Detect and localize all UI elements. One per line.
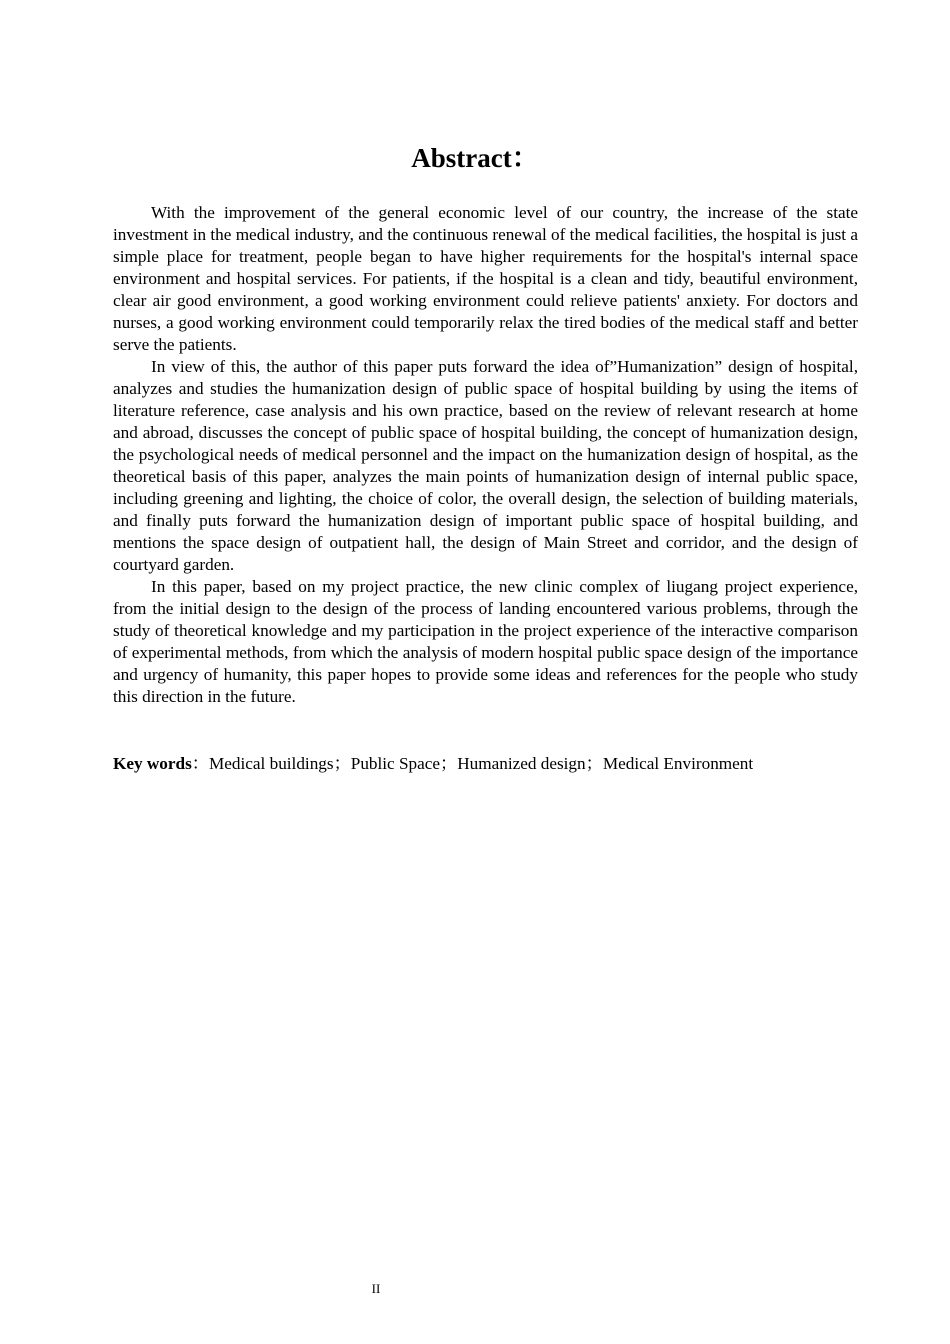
abstract-paragraph-2: In view of this, the author of this paper puts forward the idea of”Humanization” design of hospital, analyzes and studies the humanization design of public space of hospital building by using the items of literature reference, case analysis and his own practice, based on the review of relevant research at home and abroad, discusses the concept of public space of hospital building, the concept of humanization design, the psychological needs of medical personnel and the impact on the humanization design of hospital, as the theoretical basis of this paper, analyzes the main points of humanization design of internal public space, including greening and lighting, the choice of color, the overall design, the selection of building materials, and finally puts forward the humanization design of important public space of hospital building, and mentions the space design of outpatient hall, the design of Main Street and corridor, and the design of courtyard garden.	[113, 357, 858, 574]
abstract-body	[113, 202, 858, 708]
abstract-title: Abstract：	[411, 143, 539, 173]
keyword-item: Medical Environment	[602, 754, 754, 773]
keywords-label: Key words	[113, 754, 192, 773]
keyword-item: Humanized design；	[457, 754, 603, 773]
abstract-paragraph-1: With the improvement of the general economic level of our country, the increase of the state investment in the medical industry, and the continuous renewal of the medical facilities, the hospital is just a simple place for treatment, people began to have higher requirements for the hospital's internal space environment and hospital services. For patients, if the hospital is a clean and tidy, beautiful environment, clear air good environment, a good working environment could relieve patients' anxiety. For doctors and nurses, a good working environment could temporarily relax the tired bodies of the medical staff and better serve the patients.	[113, 203, 858, 354]
keyword-item: Medical buildings；	[208, 754, 351, 773]
keywords-line	[113, 753, 858, 775]
keyword-item: Public Space；	[350, 754, 458, 773]
page-number: II	[371, 1281, 381, 1296]
abstract-paragraph-3: In this paper, based on my project practice, the new clinic complex of liugang project experience, from the initial design to the design of the process of landing encountered various problems, through the study of theoretical knowledge and my participation in the project experience of the interactive comparison of experimental methods, from which the analysis of modern hospital public space design of the importance and urgency of humanity, this paper hopes to provide some ideas and references for the people who study this direction in the future.	[113, 577, 858, 706]
keywords-separator: ：	[191, 754, 209, 773]
